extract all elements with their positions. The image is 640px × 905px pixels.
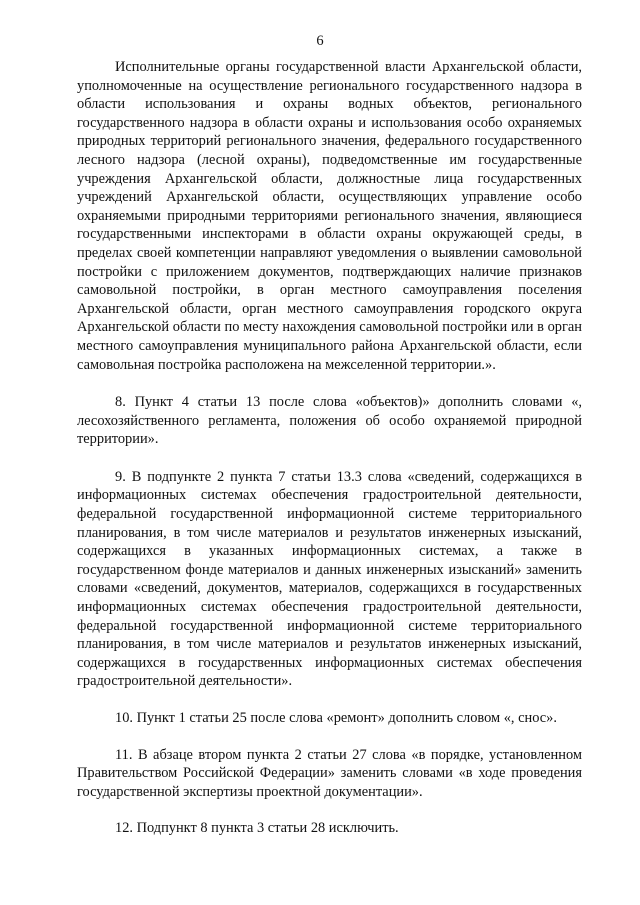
paragraph-item-11: 11. В абзаце втором пункта 2 статьи 27 слова «в порядке, установленном Правительством Российской Федерации» заменить словами «в ходе проведения государственной экспертизы проектной документации». (77, 746, 582, 800)
paragraph-executive-bodies: Исполнительные органы государственной власти Архангельской области, уполномоченные на осуществление регионального государственного надзора в области использования и охраны водных объектов, регионального государственного надзора в области охраны и использования особо охраняемых природных территорий регионального значения, федерального государственного лесного надзора (лесной охраны), подведомственные им государственные учреждения Архангельской области, должностные лица государственных учреждений Архангельской области, осуществляющих управление особо охраняемыми природными территориями регионального значения, являющиеся государственными инспекторами в области охраны окружающей среды, в пределах своей компетенции направляют уведомления о выявлении самовольной постройки с приложением документов, подтверждающих наличие признаков самовольной постройки, в орган местного самоуправления поселения Архангельской области, орган местного самоуправления городского округа Архангельской области по месту нахождения самовольной постройки или в орган местного самоуправления муниципального района Архангельской области, если самовольная постройка расположена на межселенной территории.». (77, 59, 582, 373)
paragraph-item-10: 10. Пункт 1 статьи 25 после слова «ремонт» дополнить словом «, снос». (115, 710, 557, 726)
document-body (77, 58, 582, 838)
paragraph-item-8: 8. Пункт 4 статьи 13 после слова «объектов)» дополнить словами «, лесохозяйственного регламента, положения об особо охраняемой природной территории». (77, 394, 582, 448)
paragraph-gap (77, 449, 582, 468)
paragraph-gap (77, 374, 582, 393)
paragraph-gap (77, 691, 582, 709)
paragraph-gap (77, 801, 582, 819)
paragraph-gap (77, 728, 582, 746)
page-number: 6 (316, 33, 324, 49)
paragraph-item-9: 9. В подпункте 2 пункта 7 статьи 13.3 слова «сведений, содержащихся в информационных системах обеспечения градостроительной деятельности, федеральной государственной информационной системе территориального планирования, в том числе материалов и результатов инженерных изысканий, содержащихся в указанных информационных системах, а также в государственном фонде материалов и данных инженерных изысканий» заменить словами «сведений, документов, материалов, содержащихся в государственных информационных системах обеспечения градостроительной деятельности, федеральной государственной информационной системе территориального планирования, в том числе материалов и результатов инженерных изысканий, содержащихся в государственных информационных системах обеспечения градостроительной деятельности». (77, 468, 582, 690)
paragraph-item-12: 12. Подпункт 8 пункта 3 статьи 28 исключить. (115, 820, 399, 837)
